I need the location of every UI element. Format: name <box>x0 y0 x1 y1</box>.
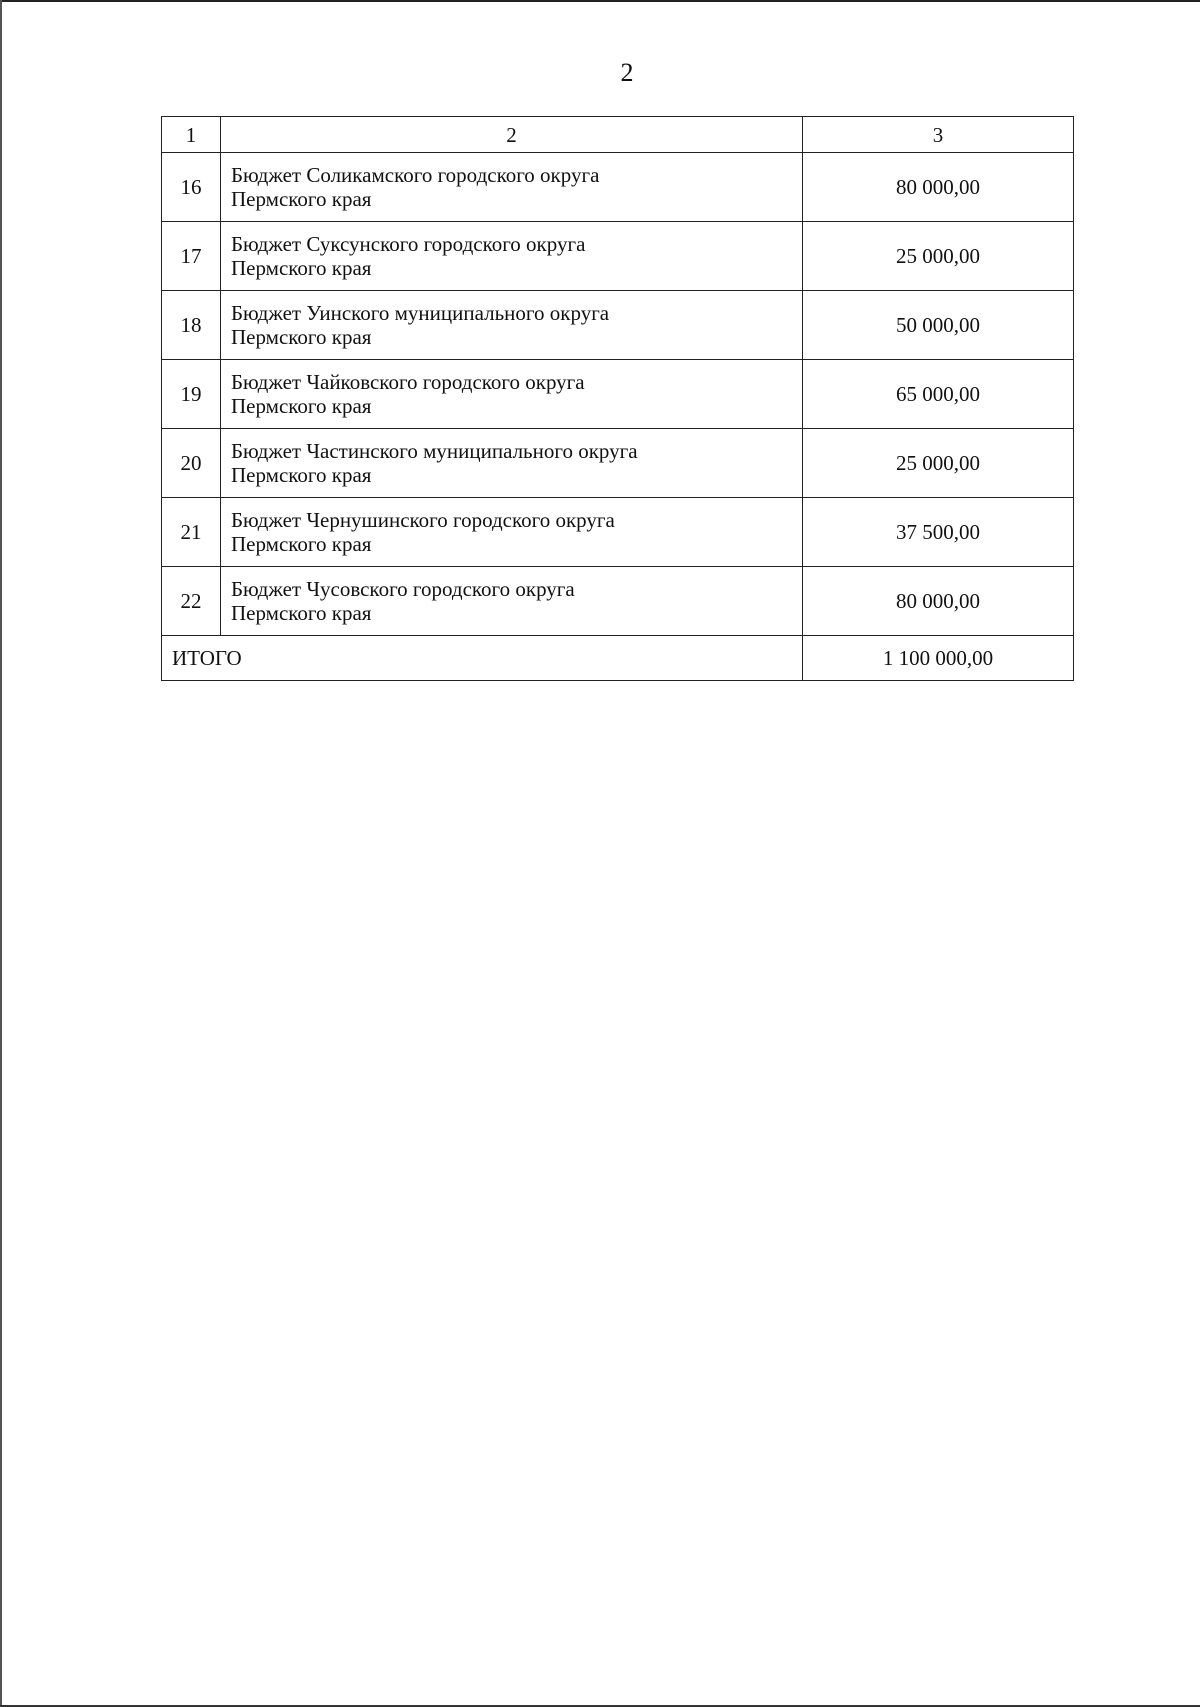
budget-amount: 25 000,00 <box>803 429 1074 498</box>
budget-name <box>221 360 803 429</box>
budget-name <box>221 498 803 567</box>
total-label: ИТОГО <box>162 636 803 681</box>
total-row <box>162 636 1074 681</box>
budget-name-line2: Пермского края <box>231 325 372 349</box>
budget-name-line1: Бюджет Уинского муниципального округа <box>231 301 610 325</box>
budget-name-line2: Пермского края <box>231 532 372 556</box>
row-number: 21 <box>162 498 221 567</box>
budget-amount: 80 000,00 <box>803 153 1074 222</box>
budget-name-line1: Бюджет Суксунского городского округа <box>231 232 586 256</box>
table-row <box>162 567 1074 636</box>
row-number: 18 <box>162 291 221 360</box>
budget-amount: 65 000,00 <box>803 360 1074 429</box>
budget-name <box>221 429 803 498</box>
budget-name-line1: Бюджет Частинского муниципального округа <box>231 439 638 463</box>
budget-amount: 37 500,00 <box>803 498 1074 567</box>
budget-name-line2: Пермского края <box>231 187 372 211</box>
budget-name <box>221 567 803 636</box>
row-number: 16 <box>162 153 221 222</box>
budget-name-line1: Бюджет Чайковского городского округа <box>231 370 585 394</box>
total-amount: 1 100 000,00 <box>803 636 1074 681</box>
budget-name <box>221 222 803 291</box>
budget-name-line1: Бюджет Соликамского городского округа <box>231 163 600 187</box>
table-row <box>162 360 1074 429</box>
budget-name-line1: Бюджет Чернушинского городского округа <box>231 508 615 532</box>
row-number: 22 <box>162 567 221 636</box>
table-row <box>162 429 1074 498</box>
header-cell-3: 3 <box>803 117 1074 153</box>
header-cell-2: 2 <box>221 117 803 153</box>
budget-name-line1: Бюджет Чусовского городского округа <box>231 577 575 601</box>
budget-name-line2: Пермского края <box>231 601 372 625</box>
budget-amount: 25 000,00 <box>803 222 1074 291</box>
table-row <box>162 153 1074 222</box>
budget-name <box>221 153 803 222</box>
header-cell-1: 1 <box>162 117 221 153</box>
scan-edge-top <box>0 0 1200 2</box>
row-number: 19 <box>162 360 221 429</box>
budget-name <box>221 291 803 360</box>
budget-amount: 80 000,00 <box>803 567 1074 636</box>
budget-amount: 50 000,00 <box>803 291 1074 360</box>
scan-edge-left <box>0 0 2 1707</box>
table-row <box>162 222 1074 291</box>
page-number: 2 <box>620 58 634 87</box>
table-row <box>162 291 1074 360</box>
budget-name-line2: Пермского края <box>231 394 372 418</box>
table-header-row <box>162 117 1074 153</box>
budget-name-line2: Пермского края <box>231 463 372 487</box>
budget-name-line2: Пермского края <box>231 256 372 280</box>
allocation-table <box>161 116 1074 681</box>
table-row <box>162 498 1074 567</box>
row-number: 17 <box>162 222 221 291</box>
row-number: 20 <box>162 429 221 498</box>
